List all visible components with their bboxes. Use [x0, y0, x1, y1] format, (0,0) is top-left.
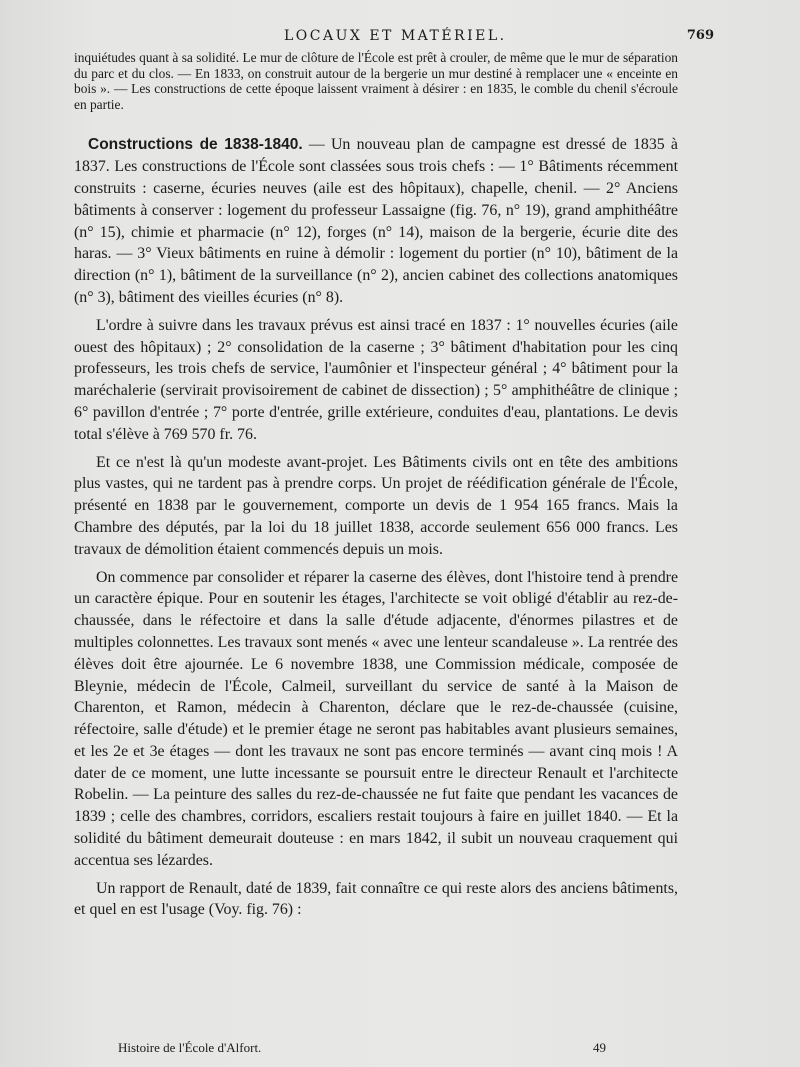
page-body — [74, 50, 678, 927]
paragraph-3: Et ce n'est là qu'un modeste avant-projet. Les Bâtiments civils ont en tête des ambitions plus vastes, qui ne tardent pas à prendre corps. Un projet de réédification générale de l'École, présenté en 1838 par le gouvernement, comporte un devis de 1 954 165 francs. Mais la Chambre des députés, par la loi du 18 juillet 1838, accorde seulement 656 000 francs. Les travaux de démolition étaient commencés depuis un mois. — [74, 453, 678, 558]
footer-book-title: Histoire de l'École d'Alfort. — [118, 1040, 262, 1055]
paragraph-4: On commence par consolider et réparer la caserne des élèves, dont l'histoire tend à prendre un caractère épique. Pour en soutenir les étages, l'architecte se voit obligé d'établir au rez-de-chaussée, dans le réfectoire et dans la salle d'étude adjacente, d'énormes pilastres et de multiples colonnettes. Les travaux sont menés « avec une lenteur scandaleuse ». La rentrée des élèves doit être ajournée. Le 6 novembre 1838, une Commission médicale, composée de Bleynie, médecin de l'École, Calmeil, surveillant du service de santé à la Maison de Charenton, et Ramon, médecin à Charenton, déclare que le rez-de-chaussée (cuisine, réfectoire, salle d'étude) et le premier étage ne seront pas habitables avant plusieurs semaines, et les 2e et 3e étages — dont les travaux ne sont pas encore terminés — avant cinq mois ! A dater de ce moment, une lutte incessante se poursuit entre le directeur Renault et l'architecte Robelin. — La peinture des salles du rez-de-chaussée ne fut faite que pendant les vacances de 1839 ; celle des chambres, corridors, escaliers restait toujours à faire en juillet 1840. — Et la solidité du bâtiment demeurait douteuse : en mars 1842, il subit un nouveau craquement qui accentua ses lézardes. — [74, 568, 678, 869]
section-heading: Constructions de 1838-1840. — [88, 136, 303, 154]
continuation-note: inquiétudes quant à sa solidité. Le mur de clôture de l'École est prêt à crouler, de même que le mur de séparation du parc et du clos. — En 1833, on construit autour de la bergerie un mur destiné à remplacer une « enceinte en bois ». — Les constructions de cette époque laissent vraiment à désirer : en 1835, le comble du chenil s'écroule en partie. — [74, 50, 678, 112]
page-number: 769 — [686, 28, 714, 43]
paragraph-1 — [74, 134, 678, 308]
paragraph-5: Un rapport de Renault, daté de 1839, fait connaître ce qui reste alors des anciens bâtiments, et quel en est l'usage (Voy. fig. 76) : — [74, 879, 678, 919]
page-header — [74, 22, 714, 46]
running-title: LOCAUX ET MATÉRIEL. — [284, 28, 507, 44]
paragraph-2: L'ordre à suivre dans les travaux prévus est ainsi tracé en 1837 : 1° nouvelles écuries (aile ouest des hôpitaux) ; 2° consolidation de la caserne ; 3° bâtiment d'habitation pour les cinq professeurs, les trois chefs de service, l'aumônier et l'inspecteur général ; 4° bâtiment pour la maréchalerie (servirait provisoirement de cabinet de dissection) ; 5° amphithéâtre de clinique ; 6° pavillon d'entrée ; 7° porte d'entrée, grille extérieure, conduites d'eau, plantations. Le devis total s'élève à 769 570 fr. 76. — [74, 316, 678, 443]
signature-number: 49 — [593, 1040, 606, 1055]
page-footer — [118, 1040, 618, 1060]
paragraph-1-text: — Un nouveau plan de campagne est dressé de 1835 à 1837. Les constructions de l'École sont classées sous trois chefs : — 1° Bâtiments récemment construits : caserne, écuries neuves (aile est des hôpitaux), chapelle, chenil. — 2° Anciens bâtiments à conserver : logement du professeur Lassaigne (fig. 76, n° 19), grand amphithéâtre (n° 15), chimie et pharmacie (n° 12), forges (n° 14), maison de la bergerie, écurie dite des haras. — 3° Vieux bâtiments en ruine à démolir : logement du portier (n° 10), bâtiment de la direction (n° 1), bâtiment de la surveillance (n° 2), ancien cabinet des collections anatomiques (n° 3), bâtiment des vieilles écuries (n° 8). — [74, 136, 678, 306]
